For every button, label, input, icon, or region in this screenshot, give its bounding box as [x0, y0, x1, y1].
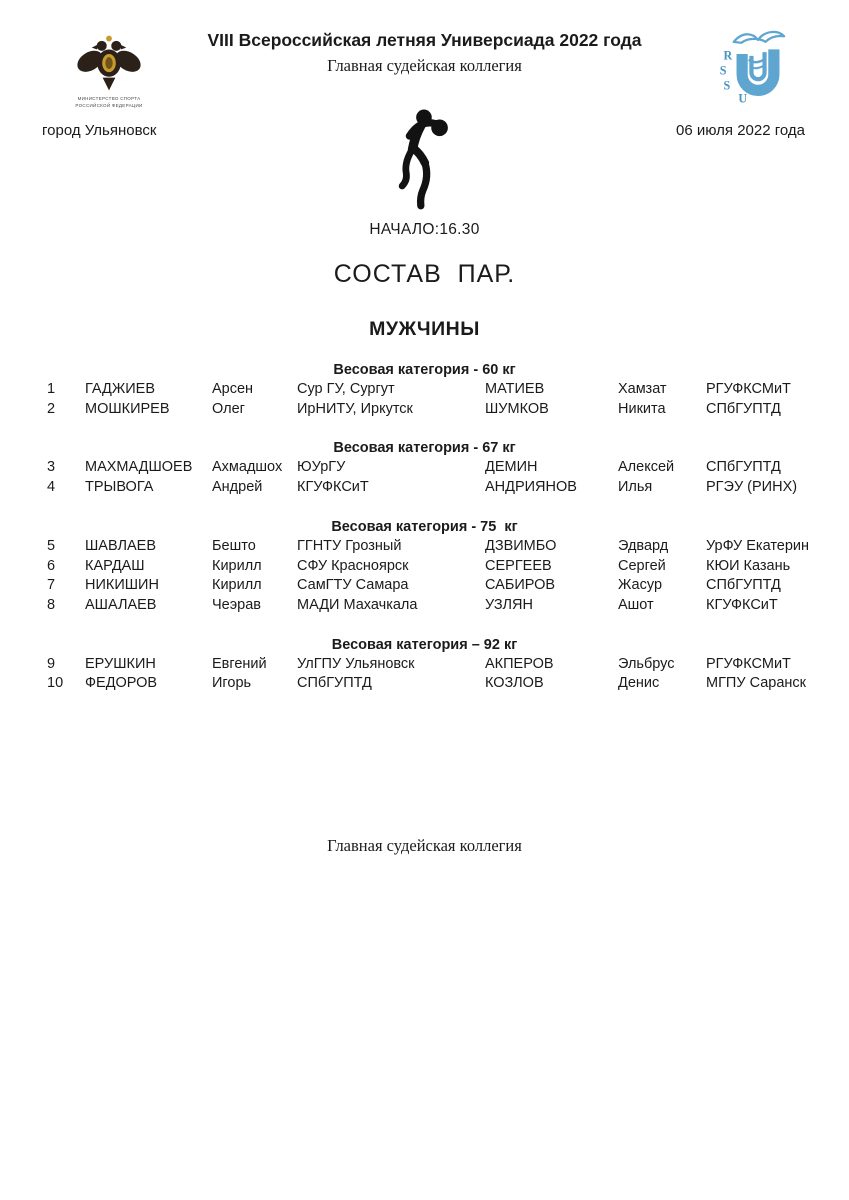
blue-corner-surname: УЗЛЯН	[485, 596, 533, 613]
red-corner-team: СамГТУ Самара	[297, 577, 409, 594]
blue-corner-firstname: Денис	[618, 675, 660, 692]
city-label: город Ульяновск	[42, 122, 157, 139]
blue-corner-surname: КОЗЛОВ	[485, 675, 544, 692]
pair-number: 1	[47, 381, 56, 397]
pair-row	[0, 576, 849, 596]
page-title: VIII Всероссийская летняя Универсиада 2022 года	[207, 30, 642, 50]
red-corner-team: Сур ГУ, Сургут	[297, 381, 395, 397]
weight-category-title: Весовая категория - 75 кг	[331, 518, 518, 535]
pair-row	[0, 655, 849, 675]
weight-category-title: Весовая категория – 92 кг	[331, 636, 518, 653]
pair-number: 8	[47, 596, 56, 613]
red-corner-team: СПбГУПТД	[297, 675, 372, 692]
rssu-logo	[708, 26, 808, 110]
blue-corner-surname: ШУМКОВ	[485, 400, 549, 417]
blue-corner-team: СПбГУПТД	[706, 400, 781, 417]
page-subtitle: Главная судейская коллегия	[327, 56, 522, 75]
red-corner-firstname: Арсен	[212, 381, 254, 397]
rssu-logo-icon	[708, 26, 808, 110]
red-corner-team: СФУ Красноярск	[297, 557, 409, 574]
blue-corner-surname: САБИРОВ	[485, 577, 556, 594]
rssu-letter-r: R	[723, 48, 733, 63]
blue-corner-firstname: Жасур	[618, 577, 663, 594]
blue-corner-team: РГУФКСМиТ	[706, 655, 791, 672]
ministry-caption-line1: МИНИСТЕРСТВО СПОРТА	[77, 96, 141, 101]
pair-row	[0, 478, 849, 498]
pair-number: 5	[47, 537, 56, 554]
red-corner-surname: МАХМАДШОЕВ	[85, 459, 193, 476]
red-corner-firstname: Кирилл	[212, 577, 262, 594]
pair-number: 6	[47, 557, 56, 574]
section-rows	[0, 458, 849, 497]
weight-category-title: Весовая категория - 67 кг	[333, 440, 516, 457]
blue-corner-firstname: Эльбрус	[618, 655, 675, 672]
pair-number: 2	[47, 400, 56, 417]
pair-number: 3	[47, 459, 56, 476]
blue-corner-firstname: Хамзат	[618, 381, 667, 397]
blue-corner-surname: АКПЕРОВ	[485, 655, 554, 672]
blue-corner-surname: ДЗВИМБО	[485, 537, 557, 554]
pair-row	[0, 400, 849, 420]
blue-corner-team: РГЭУ (РИНХ)	[706, 479, 798, 496]
red-corner-surname: МОШКИРЕВ	[85, 400, 170, 417]
pair-row	[0, 380, 849, 400]
red-corner-surname: ЕРУШКИН	[85, 655, 156, 672]
red-corner-firstname: Ахмадшох	[212, 459, 283, 476]
weight-category-section	[0, 637, 849, 694]
blue-corner-surname: ДЕМИН	[485, 459, 538, 476]
section-rows	[0, 380, 849, 419]
blue-corner-firstname: Эдвард	[618, 537, 669, 554]
weight-category-section	[0, 362, 849, 419]
boxing-pictogram-icon	[388, 108, 462, 217]
pair-row	[0, 596, 849, 616]
blue-corner-team: СПбГУПТД	[706, 577, 781, 594]
red-corner-surname: ТРЫВОГА	[85, 479, 154, 496]
pair-row	[0, 458, 849, 478]
rssu-letter-s1: S	[719, 63, 727, 78]
red-corner-surname: КАРДАШ	[85, 557, 145, 574]
pair-row	[0, 557, 849, 577]
blue-corner-firstname: Сергей	[618, 557, 666, 574]
pair-number: 10	[47, 675, 64, 692]
blue-corner-team: КЮИ Казань	[706, 557, 791, 574]
red-corner-surname: НИКИШИН	[85, 577, 159, 594]
weight-category-section	[0, 440, 849, 497]
red-corner-team: УлГПУ Ульяновск	[297, 655, 415, 672]
pair-row	[0, 674, 849, 694]
red-corner-team: МАДИ Махачкала	[297, 596, 418, 613]
red-corner-team: ГГНТУ Грозный	[297, 537, 402, 554]
blue-corner-surname: СЕРГЕЕВ	[485, 557, 552, 574]
blue-corner-team: УрФУ Екатерин	[706, 537, 810, 554]
red-corner-firstname: Чеэрав	[212, 596, 261, 613]
red-corner-firstname: Евгений	[212, 655, 267, 672]
start-time: НАЧАЛО:16.30	[369, 221, 480, 238]
red-corner-team: ЮУрГУ	[297, 459, 346, 476]
red-corner-firstname: Андрей	[212, 479, 263, 496]
blue-corner-team: РГУФКСМиТ	[706, 381, 791, 397]
rssu-letter-s2: S	[723, 78, 731, 93]
section-rows	[0, 537, 849, 616]
pair-number: 9	[47, 655, 56, 672]
red-corner-surname: ФЕДОРОВ	[85, 675, 158, 692]
red-corner-firstname: Игорь	[212, 675, 252, 692]
blue-corner-surname: АНДРИЯНОВ	[485, 479, 577, 496]
red-corner-firstname: Бешто	[212, 537, 256, 554]
red-corner-firstname: Олег	[212, 400, 245, 417]
weight-category-section	[0, 519, 849, 616]
blue-corner-team: СПбГУПТД	[706, 459, 781, 476]
blue-corner-team: МГПУ Саранск	[706, 675, 807, 692]
blue-corner-surname: МАТИЕВ	[485, 381, 545, 397]
gender-heading: МУЖЧИНЫ	[369, 318, 480, 340]
date-label: 06 июля 2022 года	[676, 122, 805, 139]
ministry-caption-line2: РОССИЙСКОЙ ФЕДЕРАЦИИ	[75, 103, 143, 108]
blue-corner-team: КГУФКСиТ	[706, 596, 778, 613]
weight-category-title: Весовая категория - 60 кг	[333, 362, 516, 378]
pairs-table	[0, 362, 849, 715]
blue-corner-firstname: Алексей	[618, 459, 675, 476]
red-corner-surname: ГАДЖИЕВ	[85, 381, 156, 397]
footer-signature: Главная судейская коллегия	[327, 836, 522, 855]
pair-row	[0, 537, 849, 557]
rssu-letter-u: U	[738, 91, 748, 106]
doc-title: СОСТАВ ПАР.	[333, 260, 516, 288]
red-corner-firstname: Кирилл	[212, 557, 262, 574]
blue-corner-firstname: Никита	[618, 400, 666, 417]
section-rows	[0, 655, 849, 694]
red-corner-surname: АШАЛАЕВ	[85, 596, 157, 613]
blue-corner-firstname: Илья	[618, 479, 653, 496]
red-corner-team: КГУФКСиТ	[297, 479, 369, 496]
red-corner-surname: ШАВЛАЕВ	[85, 537, 156, 554]
pair-number: 4	[47, 479, 56, 496]
red-corner-team: ИрНИТУ, Иркутск	[297, 400, 413, 417]
blue-corner-firstname: Ашот	[618, 596, 654, 613]
pair-number: 7	[47, 577, 56, 594]
